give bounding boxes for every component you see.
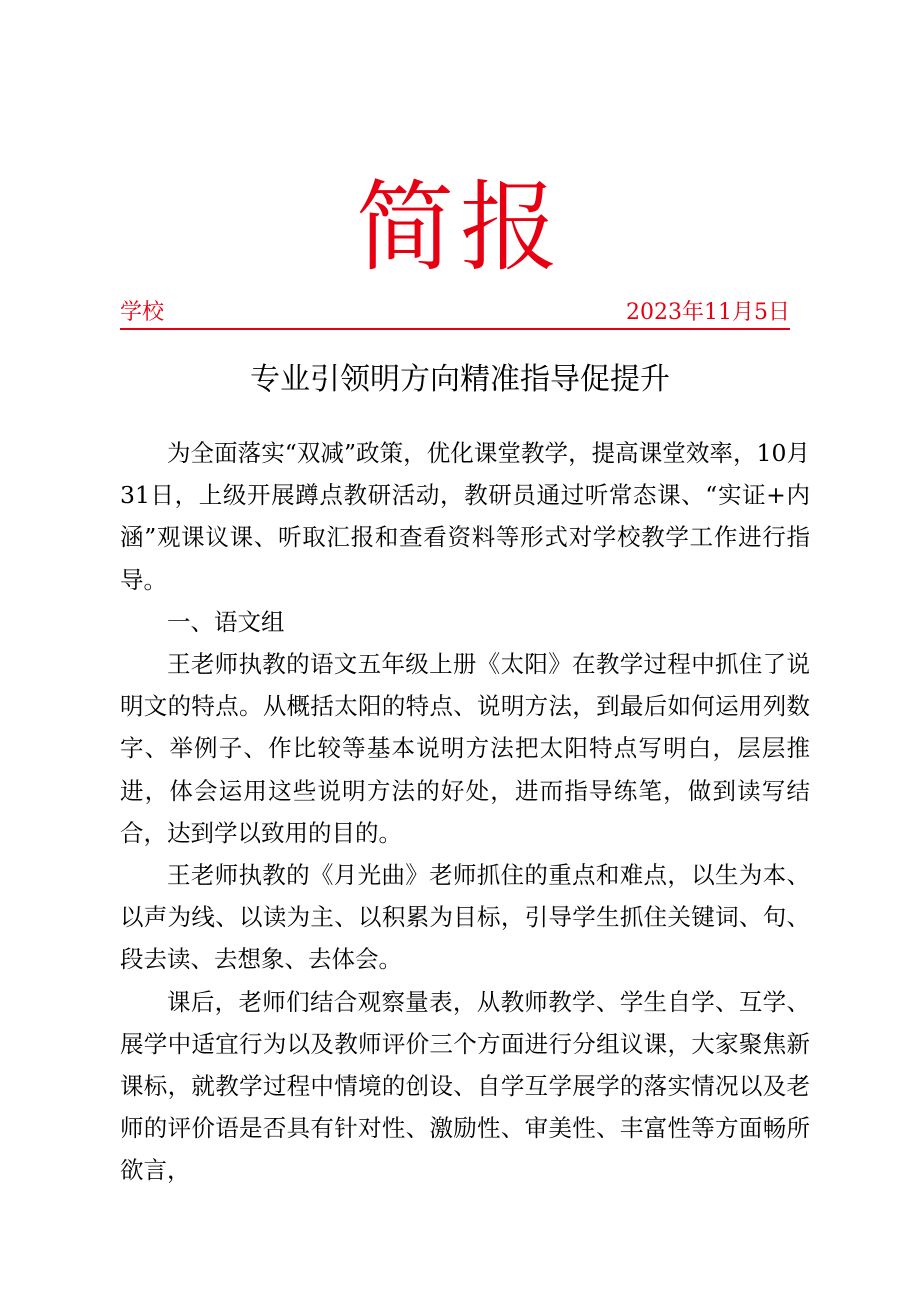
paragraph-intro: 为全面落实“双减”政策，优化课堂教学，提高课堂效率，10月31日，上级开展蹲点教研活动，教研员通过听常态课、“实证+内涵”观课议课、听取汇报和查看资料等形式对学校教学工作进行指导。 [120, 439, 810, 594]
masthead-title: 简报 [355, 171, 564, 285]
school-label: 学校 [120, 300, 165, 325]
issue-date: 2023年11月5日 [626, 300, 790, 325]
article-body [120, 432, 810, 1192]
section-heading-chinese: 一、语文组 [167, 607, 285, 636]
paragraph-moonlight-lesson: 王老师执教的《月光曲》老师抓住的重点和难点，以生为本、以声为线、以读为主、以积累为目标，引导学生抓住关键词、句、段去读、去想象、去体会。 [120, 861, 810, 974]
issue-line [120, 298, 790, 330]
paragraph-sun-lesson: 王老师执教的语文五年级上册《太阳》在教学过程中抓住了说明文的特点。从概括太阳的特点、说明方法，到最后如何运用列数字、举例子、作比较等基本说明方法把太阳特点写明白，层层推进，体会运用这些说明方法的好处，进而指导练笔，做到读写结合，达到学以致用的目的。 [120, 650, 810, 847]
paragraph-discussion: 课后，老师们结合观察量表，从教师教学、学生自学、互学、展学中适宜行为以及教师评价三个方面进行分组议课，大家聚焦新课标，就教学过程中情境的创设、自学互学展学的落实情况以及老师的评价语是否具有针对性、激励性、审美性、丰富性等方面畅所欲言， [120, 987, 810, 1185]
article-title: 专业引领明方向精准指导促提升 [250, 362, 670, 397]
